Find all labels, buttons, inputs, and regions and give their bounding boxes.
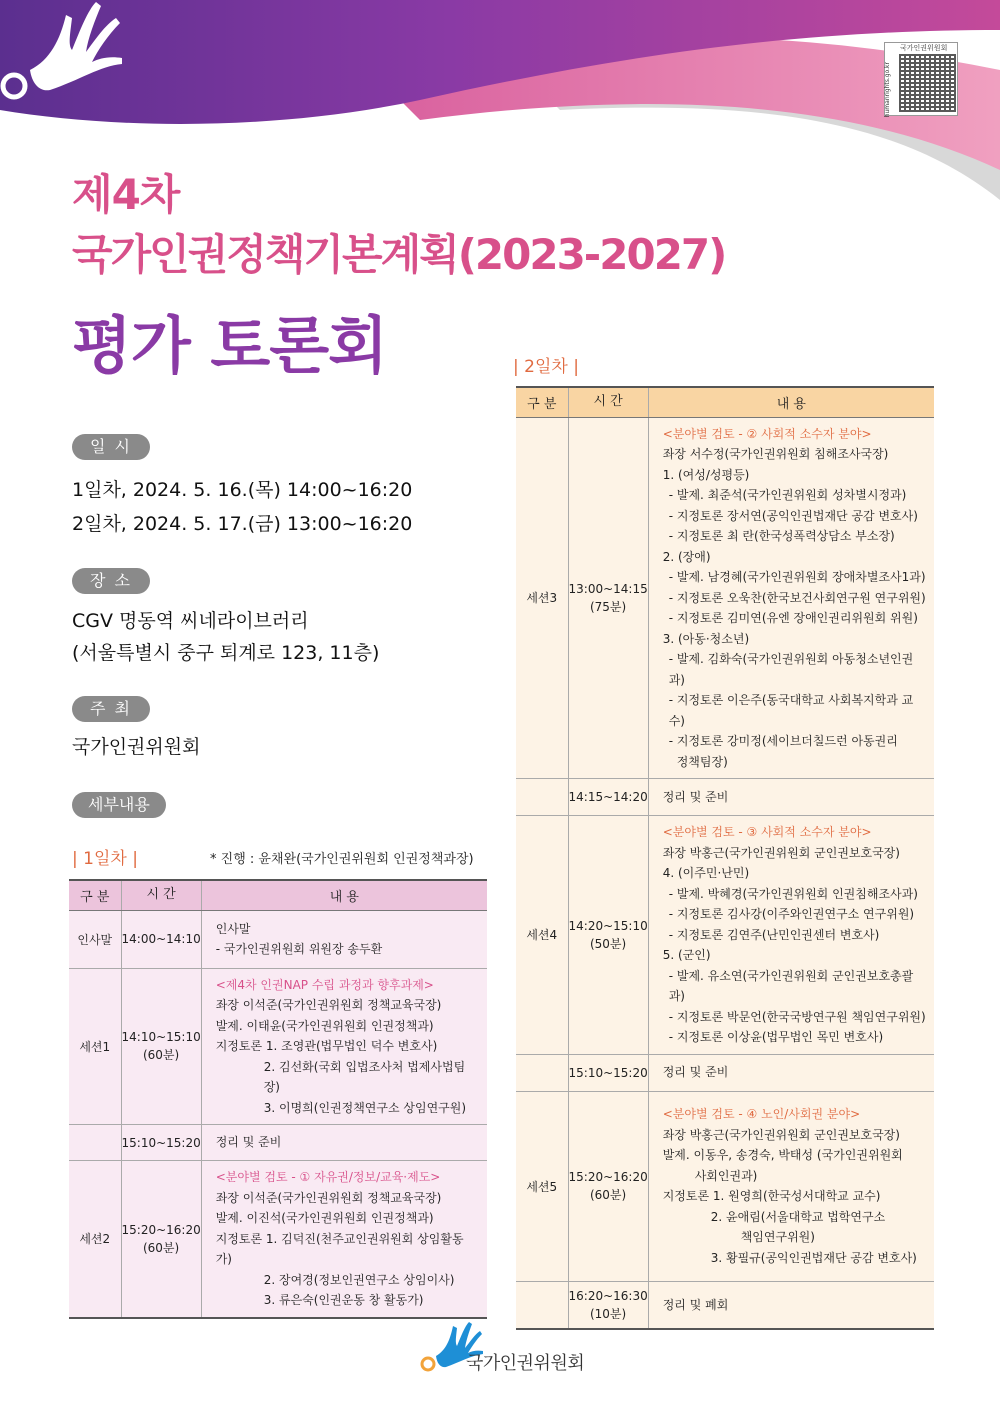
content-line: 좌장 박홍근(국가인권위원회 군인권보호국장) — [662, 1127, 900, 1142]
content-line: - 국가인권위원회 위원장 송두환 — [215, 942, 383, 956]
row-category: 세션4 — [516, 816, 568, 1055]
footer-org-name: 국가인권위원회 — [466, 1353, 585, 1374]
title-line-2: 국가인권정책기본계획(2023-2027) — [72, 230, 726, 279]
row-content: 정리 및 준비 — [648, 779, 934, 816]
content-line: 4. (이주민·난민) — [662, 866, 750, 880]
content-line: 2. 장여경(정보인권연구소 상임이사) — [263, 1272, 455, 1287]
venue-address: (서울특별시 중구 퇴계로 123, 11층) — [72, 642, 380, 664]
row-content — [201, 1161, 487, 1318]
logo-hand-icon — [0, 0, 130, 110]
details-label: 세부내용 — [72, 792, 166, 818]
row-category: 인사말 — [69, 910, 121, 968]
content-line: - 발제. 남경혜(국가인권위원회 장애차별조사1과) — [668, 570, 926, 584]
content-line: 사회인권과) — [694, 1168, 758, 1183]
content-line: - 지정토론 김연주(난민인권센터 변호사) — [668, 927, 880, 942]
content-line: 책임연구위원) — [740, 1230, 815, 1244]
day1-moderator-note: * 진행 : 윤채완(국가인권위원회 인권정책과장) — [210, 852, 474, 867]
duration: (60분) — [142, 1048, 180, 1063]
content-line: 좌장 박홍근(국가인권위원회 군인권보호국장) — [662, 845, 900, 860]
content-line: 발제. 이태윤(국가인권위원회 인권정책과) — [215, 1018, 434, 1033]
content-line: 인사말 — [215, 921, 251, 936]
time-range: 16:20~16:30 — [568, 1288, 648, 1303]
qr-code-pattern — [899, 54, 956, 112]
time-range: 14:10~15:10 — [121, 1030, 201, 1045]
row-time: 15:10~15:20 — [568, 1054, 648, 1091]
content-line: 지정토론 1. 김덕진(천주교인권위원회 상임활동가) — [215, 1231, 464, 1266]
row-category-empty — [516, 1054, 568, 1091]
content-line: - 지정토론 강미정(세이브더칠드런 아동권리 — [668, 734, 898, 748]
time-range: 15:20~16:20 — [121, 1222, 201, 1237]
duration: (75분) — [589, 599, 627, 614]
time-range: 13:00~14:15 — [568, 581, 648, 596]
table-row — [516, 1054, 934, 1091]
content-line: 3. 이명희(인권정책연구소 상임연구원) — [263, 1100, 467, 1115]
table-row — [69, 1125, 487, 1161]
qr-label: 국가인권위원회 — [900, 44, 948, 52]
row-content — [648, 1091, 934, 1281]
row-content — [201, 968, 487, 1125]
title-line-1: 제4차 — [72, 170, 180, 219]
content-line: 발제. 이동우, 송경숙, 박태성 (국가인권위원회 — [662, 1148, 903, 1162]
time-range: 15:20~16:20 — [568, 1170, 648, 1184]
content-line: 정책팀장) — [676, 754, 728, 769]
content-heading: <분야별 검토 - ④ 노인/사회권 분야> — [662, 1107, 861, 1121]
row-content — [648, 816, 934, 1055]
content-line: 2. 윤애림(서울대학교 법학연구소 — [710, 1209, 886, 1224]
header-category: 구 분 — [516, 387, 568, 417]
content-heading: <제4차 인권NAP 수립 과정과 향후과제> — [215, 977, 434, 992]
row-content — [648, 417, 934, 779]
table-row — [516, 816, 934, 1055]
content-line: 좌장 이석준(국가인권위원회 정책교육국장) — [215, 998, 442, 1012]
row-time: 15:10~15:20 — [121, 1125, 201, 1161]
header-content: 내 용 — [648, 387, 934, 417]
row-time: 14:15~14:20 — [568, 779, 648, 816]
header-content: 내 용 — [201, 880, 487, 910]
content-line: 3. 류은숙(인권운동 창 활동가) — [263, 1293, 424, 1307]
title-line-3: 평가 토론회 — [72, 309, 388, 382]
content-line: - 지정토론 박문언(한국국방연구원 책임연구위원) — [668, 1009, 926, 1024]
day2-program-table — [516, 386, 934, 1330]
row-category-empty — [516, 779, 568, 816]
content-line: - 지정토론 오욱찬(한국보건사회연구원 연구위원) — [668, 590, 926, 605]
content-line: 2. (장애) — [662, 549, 711, 564]
schedule-day2: 2일차, 2024. 5. 17.(금) 13:00~16:20 — [72, 513, 413, 535]
table-row — [69, 1161, 487, 1318]
content-heading: <분야별 검토 - ③ 사회적 소수자 분야> — [662, 825, 872, 839]
content-heading: <분야별 검토 - ② 사회적 소수자 분야> — [662, 426, 872, 441]
duration: (60분) — [589, 1188, 627, 1202]
table-row — [516, 779, 934, 816]
content-line: 발제. 이진석(국가인권위원회 인권정책과) — [215, 1211, 434, 1225]
content-line: 지정토론 1. 원영희(한국성서대학교 교수) — [662, 1189, 881, 1203]
content-line: - 발제. 최준석(국가인권위원회 성차별시정과) — [668, 488, 907, 502]
row-time: 14:00~14:10 — [121, 910, 201, 968]
host-label: 주 최 — [72, 696, 150, 722]
table-row — [516, 1091, 934, 1281]
table-row — [69, 968, 487, 1125]
day2-label: | 2일차 | — [513, 357, 579, 377]
table-row — [516, 417, 934, 779]
row-time — [121, 1161, 201, 1318]
content-line: - 지정토론 이상윤(법무법인 목민 변호사) — [668, 1030, 884, 1044]
header-category: 구 분 — [69, 880, 121, 910]
content-line: 2. 김선화(국회 입법조사처 법제사법팀장) — [263, 1059, 466, 1094]
row-category: 세션1 — [69, 968, 121, 1125]
row-category: 세션2 — [69, 1161, 121, 1318]
row-time — [568, 1091, 648, 1281]
content-line: 좌장 서수정(국가인권위원회 침해조사국장) — [662, 447, 889, 461]
content-line: 좌장 이석준(국가인권위원회 정책교육국장) — [215, 1190, 442, 1205]
header-time: 시 간 — [121, 880, 201, 910]
row-category-empty — [69, 1125, 121, 1161]
row-content: 정리 및 준비 — [201, 1125, 487, 1161]
content-line: - 지정토론 장서연(공익인권법재단 공감 변호사) — [668, 508, 918, 523]
content-line: - 발제. 박혜경(국가인권위원회 인권침해조사과) — [668, 886, 918, 901]
qr-side-url: humanrights.go.kr — [884, 62, 891, 118]
venue-name: CGV 명동역 씨네라이브러리 — [72, 610, 309, 632]
host-name: 국가인권위원회 — [72, 736, 201, 758]
content-heading: <분야별 검토 - ① 자유권/정보/교육·제도> — [215, 1170, 441, 1184]
header-time: 시 간 — [568, 387, 648, 417]
duration: (50분) — [589, 936, 627, 951]
table-header-row — [516, 387, 934, 417]
venue-label: 장 소 — [72, 568, 150, 594]
table-header-row — [69, 880, 487, 910]
row-category: 세션5 — [516, 1091, 568, 1281]
content-line: 3. 황필규(공익인권법재단 공감 변호사) — [710, 1250, 917, 1265]
row-content: 정리 및 준비 — [648, 1054, 934, 1091]
day1-label: | 1일차 | — [72, 849, 138, 869]
schedule-label: 일 시 — [72, 434, 150, 460]
row-category: 세션3 — [516, 417, 568, 779]
row-time — [121, 968, 201, 1125]
content-line: 1. (여성/성평등) — [662, 467, 750, 482]
content-line: - 지정토론 이은주(동국대학교 사회복지학과 교수) — [668, 693, 914, 728]
content-line: 5. (군인) — [662, 948, 711, 962]
content-line: - 발제. 유소연(국가인권위원회 군인권보호총괄과) — [668, 968, 914, 1003]
content-line: - 지정토론 김사강(이주와인권연구소 연구위원) — [668, 907, 915, 921]
row-content: 정리 및 폐회 — [648, 1281, 934, 1329]
duration: (10분) — [589, 1306, 627, 1321]
time-range: 14:20~15:10 — [568, 918, 648, 933]
row-time — [568, 417, 648, 779]
table-row — [69, 910, 487, 968]
content-line: 3. (아동·청소년) — [662, 631, 750, 646]
content-line: 지정토론 1. 조영관(법무법인 덕수 변호사) — [215, 1039, 438, 1053]
content-line: - 발제. 김화숙(국가인권위원회 아동청소년인권과) — [668, 652, 914, 687]
row-time — [568, 816, 648, 1055]
day1-program-table — [69, 879, 487, 1319]
content-line: - 지정토론 김미연(유엔 장애인권리위원회 위원) — [668, 611, 918, 625]
schedule-day1: 1일차, 2024. 5. 16.(목) 14:00~16:20 — [72, 479, 413, 501]
content-line: - 지정토론 최 란(한국성폭력상담소 부소장) — [668, 529, 895, 543]
duration: (60분) — [142, 1240, 180, 1255]
row-content — [201, 910, 487, 968]
